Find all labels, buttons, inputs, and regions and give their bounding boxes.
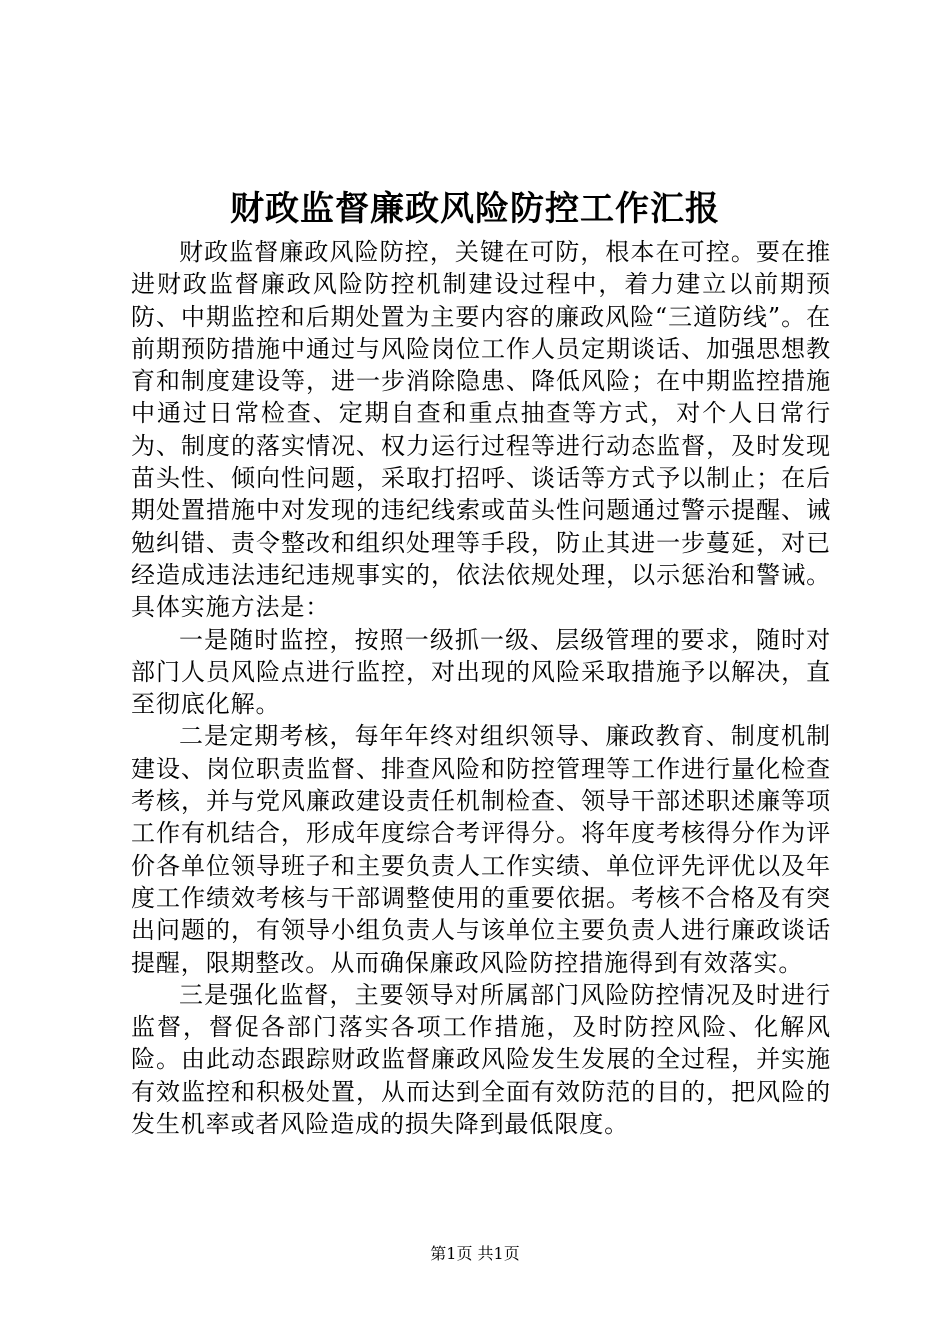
paragraph-assessment: 二是定期考核，每年年终对组织领导、廉政教育、制度机制建设、岗位职责监督、排查风险和防控管理等工作进行量化检查考核，并与党风廉政建设责任机制检查、领导干部述职述廉等项工作有机结合，形成年度综合考评得分。将年度考核得分作为评价各单位领导班子和主要负责人工作实绩、单位评先评优以及年度工作绩效考核与干部调整使用的重要依据。考核不合格及有突出问题的，有领导小组负责人与该单位主要负责人进行廉政谈话提醒，限期整改。从而确保廉政风险防控措施得到有效落实。 (131, 722, 831, 977)
document-title: 财政监督廉政风险防控工作汇报 (230, 189, 720, 229)
paragraph-supervision: 三是强化监督，主要领导对所属部门风险防控情况及时进行监督，督促各部门落实各项工作措施，及时防控风险、化解风险。由此动态跟踪财政监督廉政风险发生发展的全过程，并实施有效监控和积极处置，从而达到全面有效防范的目的，把风险的发生机率或者风险造成的损失降到最低限度。 (131, 980, 831, 1139)
page-number: 第1页 (430, 1244, 473, 1263)
paragraph-intro: 财政监督廉政风险防控，关键在可防，根本在可控。要在推进财政监督廉政风险防控机制建设过程中，着力建立以前期预防、中期监控和后期处置为主要内容的廉政风险“三道防线”。在前期预防措施中通过与风险岗位工作人员定期谈话、加强思想教育和制度建设等，进一步消除隐患、降低风险；在中期监控措施中通过日常检查、定期自查和重点抽查等方式，对个人日常行为、制度的落实情况、权力运行过程等进行动态监督，及时发现苗头性、倾向性问题，采取打招呼、谈话等方式予以制止；在后期处置措施中对发现的违纪线索或苗头性问题通过警示提醒、诫勉纠错、责令整改和组织处理等手段，防止其进一步蔓延，对已经造成违法违纪违规事实的，依法依规处理，以示惩治和警诫。具体实施方法是： (131, 238, 831, 622)
page-footer (0, 1243, 950, 1265)
document-body (131, 236, 831, 1140)
page-total: 共1页 (477, 1244, 520, 1263)
paragraph-monitoring: 一是随时监控，按照一级抓一级、层级管理的要求，随时对部门人员风险点进行监控，对出现的风险采取措施予以解决，直至彻底化解。 (131, 625, 831, 719)
